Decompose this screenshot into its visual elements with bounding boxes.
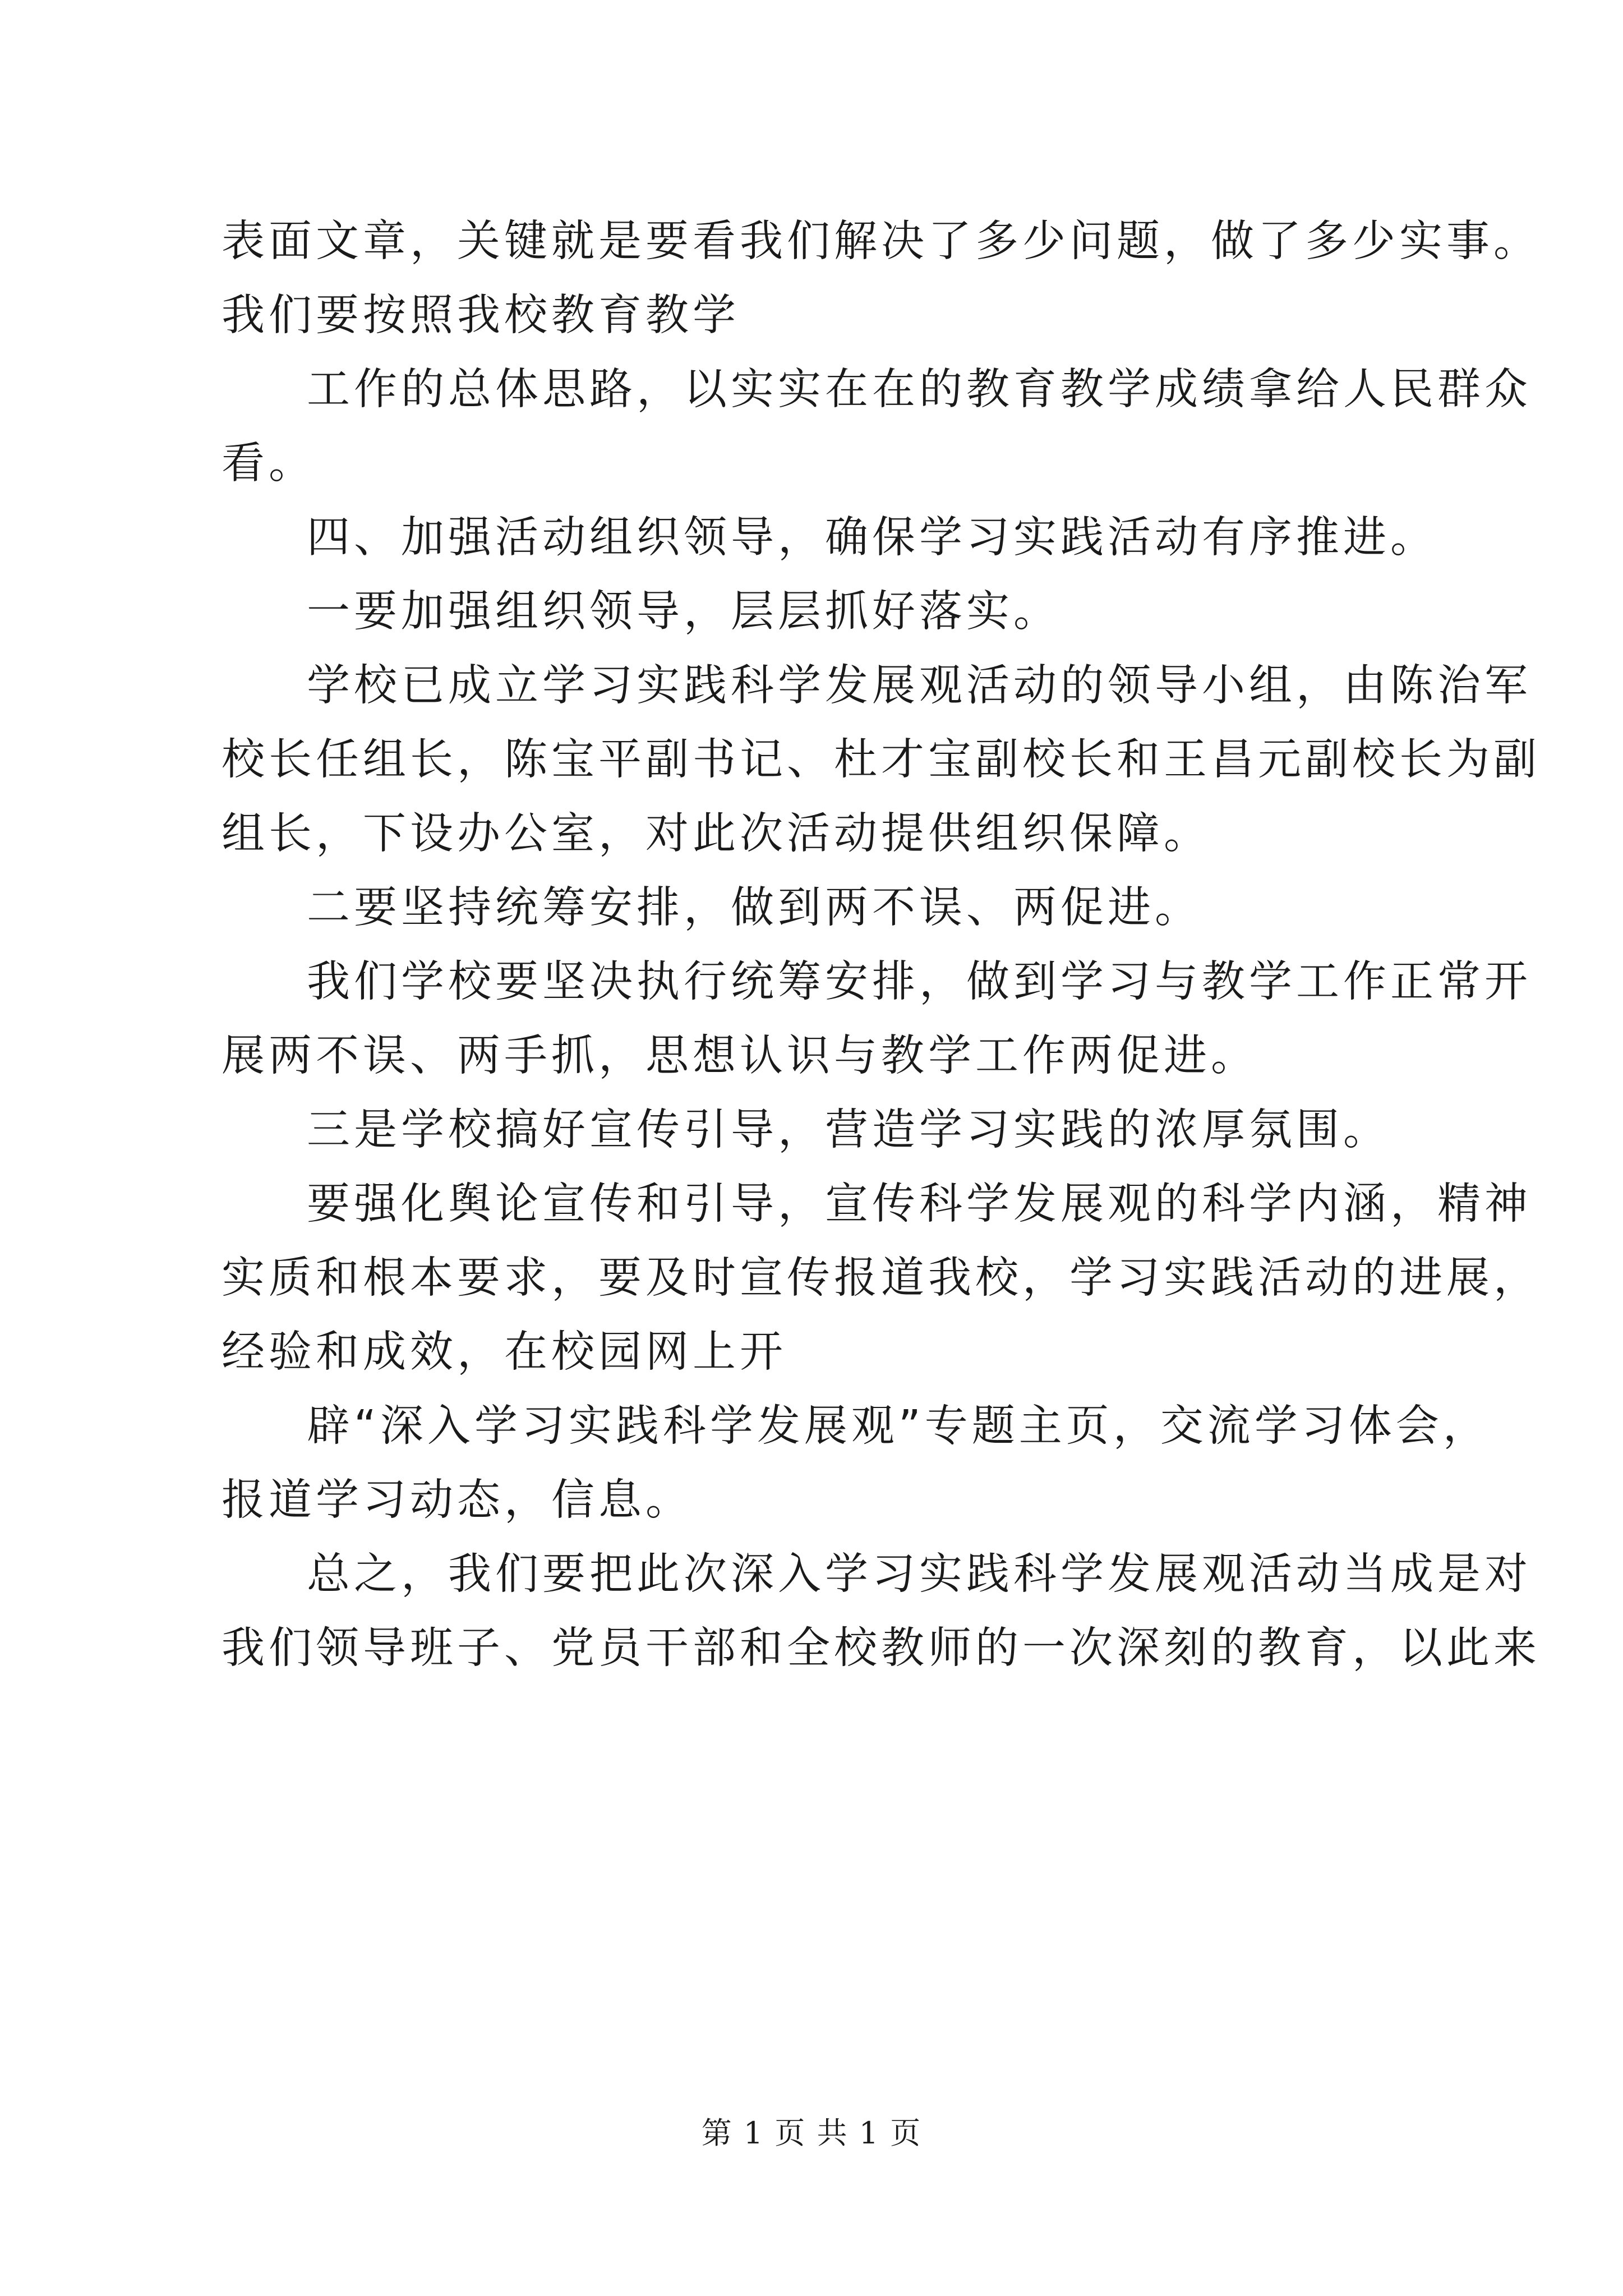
text-line: 实质和根本要求，要及时宣传报道我校，学习实践活动的进展，: [222, 1253, 1541, 1303]
text-line: 组长，下设办公室，对此次活动提供组织保障。: [222, 809, 1211, 859]
text-line: 展两不误、两手抓，思想认识与教学工作两促进。: [222, 1031, 1258, 1081]
text-line: 要强化舆论宣传和引导，宣传科学发展观的科学内涵，精神: [307, 1179, 1532, 1229]
text-line: 表面文章，关键就是要看我们解决了多少问题，做了多少实事。: [222, 217, 1541, 266]
text-line: 辟“深入学习实践科学发展观”专题主页，交流学习体会，: [307, 1401, 1490, 1451]
text-line: 三是学校搞好宣传引导，营造学习实践的浓厚氛围。: [307, 1105, 1390, 1155]
document-body: [222, 205, 1541, 1686]
text-line: 校长任组长，陈宝平副书记、杜才宝副校长和王昌元副校长为副: [222, 735, 1541, 785]
text-line: 我们学校要坚决执行统筹安排，做到学习与教学工作正常开: [307, 957, 1532, 1007]
page-footer: 第 1 页 共 1 页: [701, 2115, 922, 2151]
text-line: 总之，我们要把此次深入学习实践科学发展观活动当成是对: [307, 1549, 1532, 1599]
text-line: 我们要按照我校教育教学: [222, 291, 740, 341]
text-line: 工作的总体思路，以实实在在的教育教学成绩拿给人民群众: [307, 365, 1532, 415]
text-line: 四、加强活动组织领导，确保学习实践活动有序推进。: [307, 513, 1437, 563]
text-line: 学校已成立学习实践科学发展观活动的领导小组，由陈治军: [307, 661, 1532, 711]
text-line: 报道学习动态，信息。: [222, 1475, 693, 1525]
text-line: 看。: [222, 439, 316, 489]
text-line: 我们领导班子、党员干部和全校教师的一次深刻的教育，以此来: [222, 1623, 1541, 1673]
text-line: 经验和成效，在校园网上开: [222, 1327, 787, 1377]
text-line: 一要加强组织领导，层层抓好落实。: [307, 587, 1061, 637]
text-line: 二要坚持统筹安排，做到两不误、两促进。: [307, 883, 1202, 933]
